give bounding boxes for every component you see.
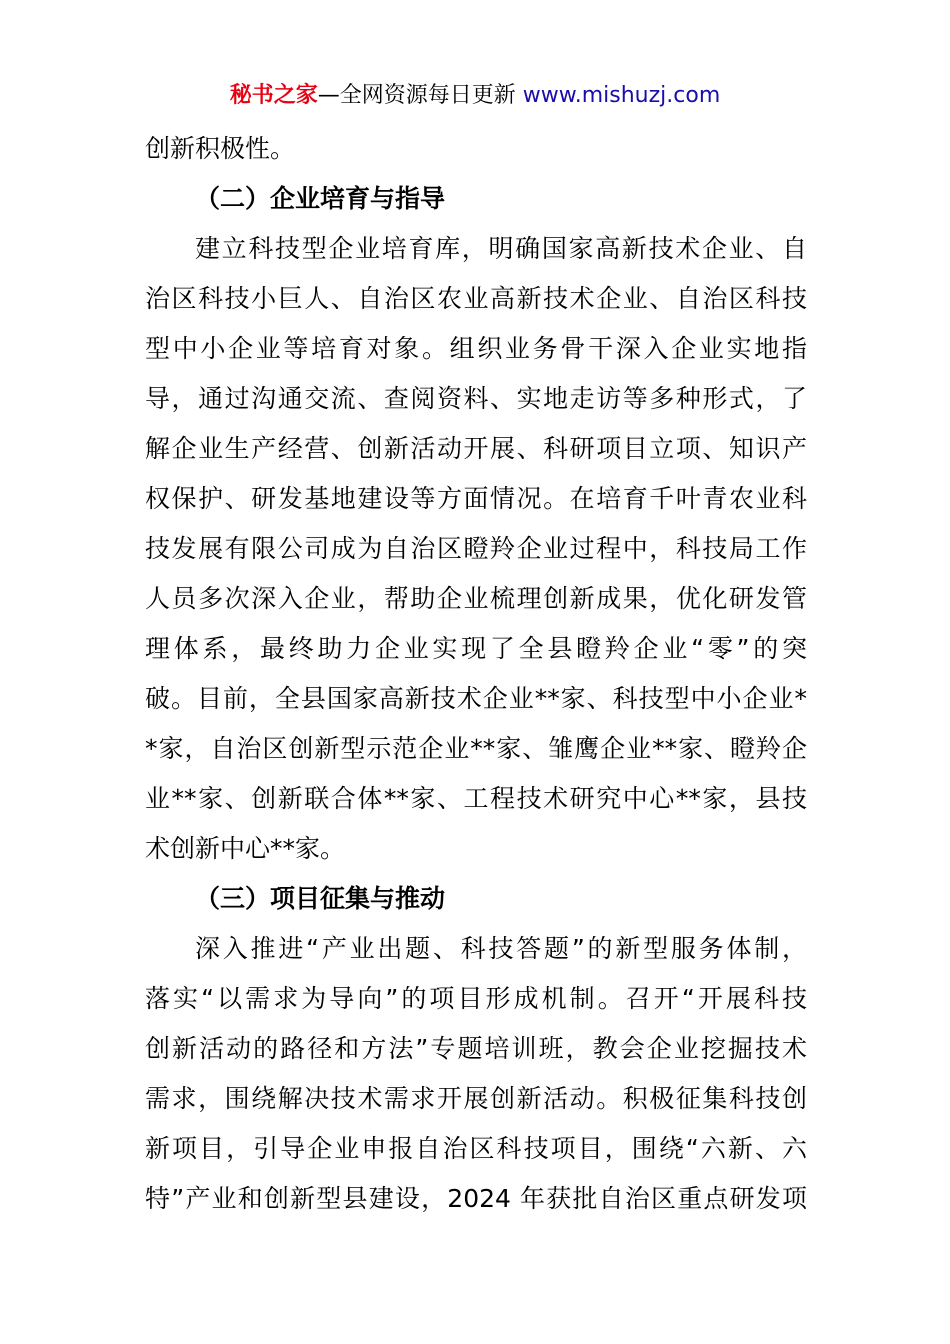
- section-heading: （二）企业培育与指导: [195, 184, 446, 213]
- header-tagline: —全网资源每日更新: [317, 83, 523, 108]
- document-body: [145, 124, 807, 1224]
- paragraph-line: 导，通过沟通交流、查阅资料、实地走访等多种形式，了: [145, 384, 807, 413]
- paragraph-line: 特”产业和创新型县建设，2024 年获批自治区重点研发项: [145, 1184, 807, 1213]
- paragraph-line: 理体系，最终助力企业实现了全县瞪羚企业“零”的突: [145, 634, 807, 663]
- paragraph-line: 业**家、创新联合体**家、工程技术研究中心**家，县技: [145, 784, 807, 813]
- paragraph-line: 破。目前，全县国家高新技术企业**家、科技型中小企业*: [145, 684, 807, 713]
- paragraph-line: 需求，围绕解决技术需求开展创新活动。积极征集科技创: [145, 1084, 807, 1113]
- paragraph-line: 建立科技型企业培育库，明确国家高新技术企业、自: [195, 234, 807, 263]
- header-brand: 秘书之家: [229, 83, 318, 108]
- paragraph-line: 权保护、研发基地建设等方面情况。在培育千叶青农业科: [145, 484, 807, 513]
- paragraph-line: 治区科技小巨人、自治区农业高新技术企业、自治区科技: [145, 284, 807, 313]
- page-header: [0, 80, 950, 112]
- paragraph-line: 落实“以需求为导向”的项目形成机制。召开“开展科技: [145, 984, 807, 1013]
- section-heading: （三）项目征集与推动: [195, 884, 446, 913]
- paragraph-line: 术创新中心**家。: [145, 834, 346, 863]
- paragraph-line: 深入推进“产业出题、科技答题”的新型服务体制，: [195, 934, 807, 963]
- paragraph-line: 解企业生产经营、创新活动开展、科研项目立项、知识产: [145, 434, 807, 463]
- paragraph-line: 型中小企业等培育对象。组织业务骨干深入企业实地指: [145, 334, 807, 363]
- paragraph-line: 创新积极性。: [145, 134, 296, 163]
- paragraph-line: 创新活动的路径和方法”专题培训班，教会企业挖掘技术: [145, 1034, 807, 1063]
- paragraph-line: 新项目，引导企业申报自治区科技项目，围绕“六新、六: [145, 1134, 807, 1163]
- paragraph-line: *家，自治区创新型示范企业**家、雏鹰企业**家、瞪羚企: [145, 734, 807, 763]
- header-url-link[interactable]: www.mishuzj.com: [522, 83, 721, 108]
- paragraph-line: 技发展有限公司成为自治区瞪羚企业过程中，科技局工作: [145, 534, 807, 563]
- paragraph-line: 人员多次深入企业，帮助企业梳理创新成果，优化研发管: [145, 584, 807, 613]
